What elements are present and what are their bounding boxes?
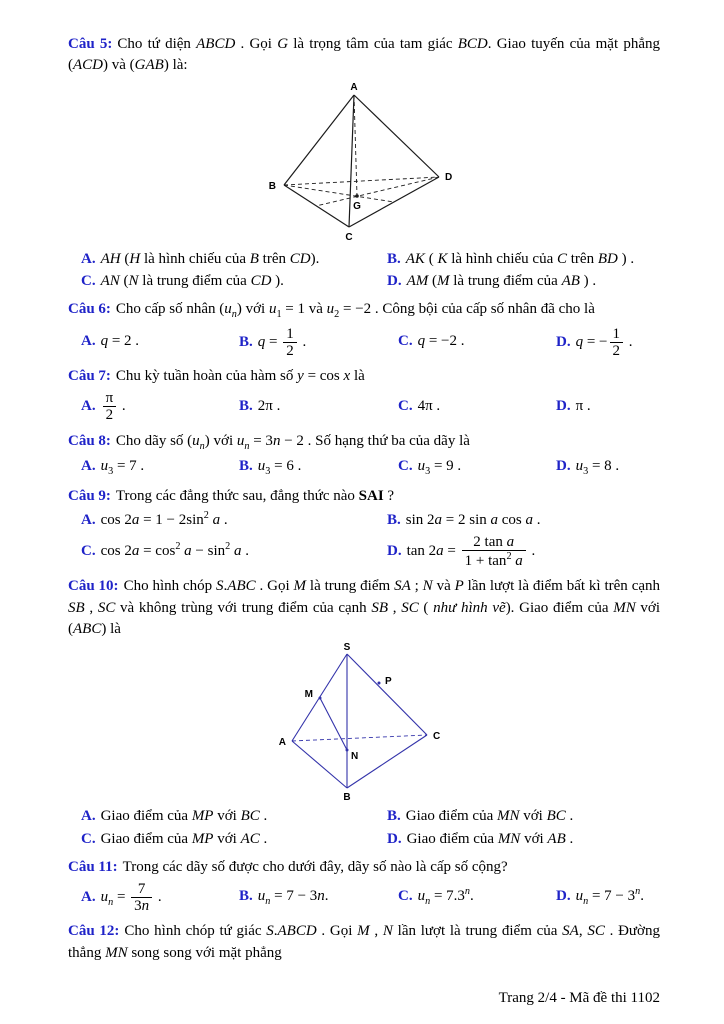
option-8b-letter: B.	[239, 458, 253, 475]
tetrahedron-solid-edges	[284, 95, 439, 227]
option-10b-letter: B.	[387, 808, 401, 825]
option-6d-text: q = − $\frac{1}{2}$ .	[575, 325, 633, 359]
question-7	[68, 366, 660, 425]
option-7b-letter: B.	[239, 398, 253, 415]
option-5c-text: AN (N là trung điểm của CD ).	[100, 273, 284, 290]
pyramid-solid-edges	[292, 654, 427, 788]
option-6c	[398, 331, 550, 353]
option-5c-letter: C.	[81, 273, 96, 290]
question-7-stem-text: Chu kỳ tuần hoàn của hàm số y = cos x là	[115, 367, 365, 384]
option-9a	[81, 509, 381, 532]
option-5d	[387, 271, 660, 293]
option-9b	[387, 510, 660, 532]
question-5-stem-text: Cho tứ diện ABCD . Gọi G là trọng tâm của tam giác BCD. Giao tuyến của mặt phẳng (ACD) và (GAB) là:	[68, 36, 661, 74]
option-8d-letter: D.	[556, 458, 571, 475]
question-8-label: Câu 8:	[68, 432, 111, 449]
question-11-options	[68, 880, 660, 915]
question-6-stem-text: Cho cấp số nhân $(u_n)$ với $u_1 = 1$ và $u_2 = -2$ . Công bội của cấp số nhân đã cho là	[115, 301, 595, 321]
option-5b-text: AK ( K là hình chiếu của C trên BD ) .	[405, 250, 635, 267]
option-9d-letter: D.	[387, 543, 402, 560]
vertex-label-c: C	[433, 731, 441, 743]
option-8c-text: $u_3 = 9$ .	[417, 458, 462, 478]
question-12-label: Câu 12:	[68, 923, 120, 940]
question-7-label: Câu 7:	[68, 367, 111, 384]
option-5c	[81, 271, 381, 293]
question-12-stem-text: Cho hình chóp tứ giác S.ABCD . Gọi M , N lần lượt là trung điểm của SA, SC . Đường thẳng MN song song với mặt phẳng	[68, 923, 660, 961]
option-10a-text: Giao điểm của MP với BC .	[100, 808, 268, 825]
option-11b	[239, 886, 392, 910]
option-8b-text: $u_3 = 6$ .	[257, 458, 302, 478]
option-10d-text: Giao điểm của MN với AB .	[406, 830, 574, 847]
option-7c-letter: C.	[398, 398, 413, 415]
vertex-label-b: B	[343, 792, 351, 804]
option-6d	[556, 325, 660, 360]
vertex-label-a: A	[279, 737, 286, 749]
vertex-label-s: S	[343, 642, 351, 654]
option-11c-letter: C.	[398, 888, 413, 905]
option-7d-text: π .	[575, 398, 591, 415]
option-11c	[398, 885, 550, 910]
option-6a	[81, 331, 233, 353]
option-5d-text: AM (M là trung điểm của AB ) .	[406, 273, 597, 290]
option-9d	[387, 533, 660, 570]
option-9c-letter: C.	[81, 543, 96, 560]
option-10c-letter: C.	[81, 830, 96, 847]
centroid-g-point	[355, 194, 359, 198]
question-10	[68, 576, 660, 850]
question-7-stem	[68, 366, 660, 387]
option-8c	[398, 456, 550, 480]
option-11d-text: $u_n = 7 - 3^n$.	[575, 886, 644, 908]
option-10a-letter: A.	[81, 808, 96, 825]
option-8d-text: $u_3 = 8$ .	[575, 458, 620, 478]
question-5-options	[68, 249, 660, 294]
footer-text: Trang 2/4 - Mã đề thi 1102	[498, 989, 660, 1006]
centroid-label-g: G	[353, 200, 361, 212]
option-11a-letter: A.	[81, 889, 96, 906]
option-7d	[556, 396, 660, 418]
option-8a-text: $u_3 = 7$ .	[100, 458, 145, 478]
vertex-label-a: A	[350, 81, 358, 93]
option-6c-letter: C.	[398, 333, 413, 350]
option-11b-letter: B.	[239, 887, 253, 904]
vertex-label-b: B	[268, 180, 276, 192]
question-7-options	[68, 389, 660, 424]
option-7b-text: 2π .	[257, 398, 281, 415]
option-8d	[556, 456, 660, 480]
option-5b	[387, 249, 660, 271]
option-7b	[239, 396, 392, 418]
option-6c-text: q = −2 .	[417, 333, 465, 350]
question-5-stem	[68, 34, 660, 77]
vertex-label-c: C	[345, 231, 353, 243]
option-9a-letter: A.	[81, 512, 96, 529]
option-6b-text: q = $\frac{1}{2}$ .	[257, 325, 307, 359]
question-8-stem-text: Cho dãy số $(u_n)$ với $u_n = 3n - 2$ . Số hạng thứ ba của dãy là	[115, 432, 470, 452]
question-5	[68, 34, 660, 293]
option-9c-text: $\cos 2a = \cos^2 a - \sin^2 a$ .	[100, 541, 249, 560]
point-n-dot	[346, 749, 349, 752]
option-11d-letter: D.	[556, 888, 571, 905]
option-11a-text: $u_n$ = $\frac{7}{3n}$ .	[100, 881, 162, 915]
question-5-figure-wrap	[68, 79, 660, 247]
option-6a-letter: A.	[81, 333, 96, 350]
option-11c-text: $u_n = 7.3^n$.	[417, 886, 474, 908]
question-5-label: Câu 5:	[68, 36, 113, 52]
tetrahedron-abcd-figure	[259, 79, 469, 247]
option-8a	[81, 456, 233, 480]
question-9-options	[68, 509, 660, 570]
option-5a-letter: A.	[81, 250, 96, 267]
question-9	[68, 486, 660, 570]
option-9b-letter: B.	[387, 511, 401, 528]
option-7a-letter: A.	[81, 398, 96, 415]
pyramid-dashed-edges	[292, 735, 427, 741]
question-8-stem	[68, 431, 660, 454]
point-label-m: M	[304, 689, 313, 701]
option-5b-letter: B.	[387, 250, 401, 267]
option-9a-text: $\cos 2a = 1 - 2\sin^2$ a .	[100, 510, 228, 529]
question-12	[68, 921, 660, 964]
question-8	[68, 431, 660, 480]
question-11	[68, 857, 660, 916]
option-10d-letter: D.	[387, 830, 402, 847]
option-8b	[239, 456, 392, 480]
option-7a	[81, 389, 233, 424]
option-8a-letter: A.	[81, 458, 96, 475]
option-11d	[556, 885, 660, 910]
option-6b-letter: B.	[239, 333, 253, 350]
option-6b	[239, 325, 392, 360]
question-8-options	[68, 456, 660, 480]
point-m-dot	[319, 697, 322, 700]
question-10-stem-text: Cho hình chóp S.ABC . Gọi M là trung điểm SA ; N và P lần lượt là điểm bất kì trên cạnh SB , SC và không trùng với trung điểm của cạnh SB , SC ( như hình vẽ). Giao điểm của MN với (ABC) là	[68, 578, 661, 637]
option-10c-text: Giao điểm của MP với AC .	[100, 830, 268, 847]
option-5a-text: AH (H là hình chiếu của B trên CD).	[100, 250, 320, 267]
option-5d-letter: D.	[387, 273, 402, 290]
question-10-options	[68, 806, 660, 851]
question-6	[68, 299, 660, 360]
vertex-label-d: D	[445, 171, 453, 183]
option-10b-text: Giao điểm của MN với BC .	[405, 808, 574, 825]
option-5a	[81, 249, 381, 271]
question-10-label: Câu 10:	[68, 578, 119, 595]
option-10c	[81, 829, 381, 851]
option-11a	[81, 880, 233, 915]
question-11-label: Câu 11:	[68, 858, 118, 875]
question-6-options	[68, 325, 660, 360]
option-7c-text: 4π .	[417, 398, 441, 415]
option-10d	[387, 829, 660, 851]
option-8c-letter: C.	[398, 458, 413, 475]
option-9d-text: tan 2a = $\frac{\text{2 tan a}}{1 + \tan^2 a}$ .	[406, 533, 536, 570]
question-11-stem	[68, 857, 660, 878]
option-10b	[387, 806, 660, 828]
option-11b-text: $u_n = 7 - 3n$.	[257, 887, 329, 907]
option-7c	[398, 396, 550, 418]
option-9c	[81, 540, 381, 563]
question-9-label: Câu 9:	[68, 487, 111, 504]
option-6a-text: q = 2 .	[100, 333, 140, 350]
question-11-stem-text: Trong các dãy số được cho dưới đây, dãy số nào là cấp số cộng?	[122, 858, 508, 875]
question-6-label: Câu 6:	[68, 301, 111, 318]
option-9b-text: sin 2a = 2 sin a cos a .	[405, 511, 541, 528]
option-10a	[81, 806, 381, 828]
question-6-stem	[68, 299, 660, 322]
pyramid-sabc-figure	[279, 642, 449, 804]
question-9-stem	[68, 486, 660, 507]
point-p-dot	[378, 682, 381, 685]
question-10-stem	[68, 576, 660, 640]
question-9-stem-bold: SAI	[358, 487, 384, 504]
point-label-p: P	[385, 676, 392, 688]
point-label-n: N	[351, 751, 359, 763]
page-footer	[68, 989, 660, 1009]
option-7d-letter: D.	[556, 398, 571, 415]
question-9-stem-post: ?	[383, 487, 395, 504]
question-12-stem	[68, 921, 660, 964]
option-7a-text: $\frac{\pi}{2}$ .	[101, 398, 126, 414]
question-9-stem-pre: Trong các đẳng thức sau, đẳng thức nào	[115, 487, 359, 504]
question-10-figure-wrap	[68, 642, 660, 804]
option-6d-letter: D.	[556, 333, 571, 350]
